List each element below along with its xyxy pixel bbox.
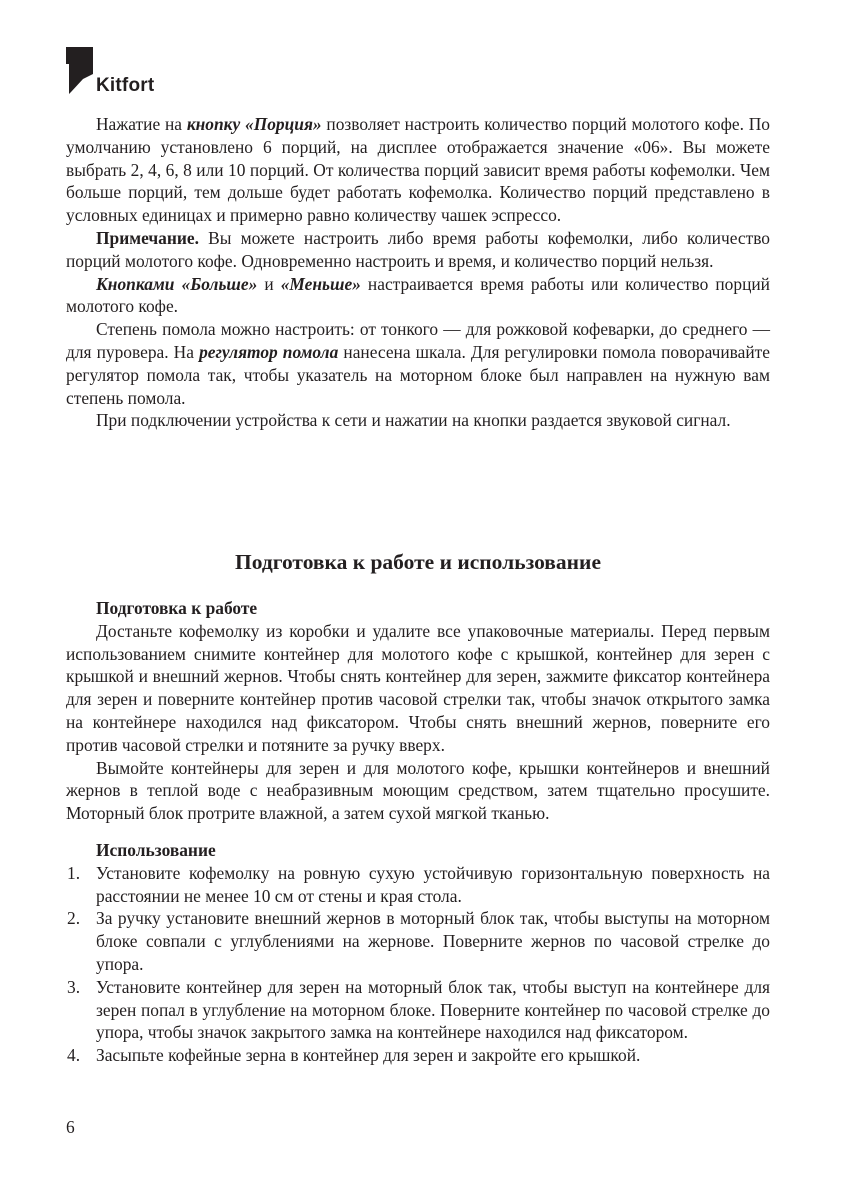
use-steps-list	[66, 862, 770, 1067]
paragraph-sound-signal: При подключении устройства к сети и нажатии на кнопки раздается звуковой сигнал.	[96, 410, 731, 431]
list-item	[66, 907, 770, 975]
paragraph-portion-button: Нажатие на кнопку «Порция» позволяет настроить количество порций молотого кофе. По умолчанию установлено 6 порций, на дисплее отображается значение «06». Вы можете выбрать 2, 4, 6, 8 или 10 порций. От количества порций зависит время работы кофемолки. Чем больше порций, тем дольше будет работать кофемолка. Количество порций представлено в условных единицах и примерно равно количеству чашек эспрессо.	[66, 114, 770, 226]
section-body	[66, 597, 770, 1067]
note-label: Примечание.	[96, 227, 199, 248]
more-button-term: Кнопками «Больше»	[96, 273, 258, 294]
prep-heading: Подготовка к работе	[96, 598, 258, 618]
prep-paragraph-1: Достаньте кофемолку из коробки и удалите все упаковочные материалы. Перед первым использованием снимите контейнер для молотого кофе с крышкой, контейнер для зерен с крышкой и внешний жернов. Чтобы снять контейнер для зерен, зажмите фиксатор контейнера для зерен и поверните контейнер против часовой стрелки так, чтобы значок открытого замка на контейнере находился над фиксатором. Чтобы снять внешний жернов, поверните его против часовой стрелки и потяните за ручку вверх.	[66, 620, 770, 755]
section-title: Подготовка к работе и использование	[235, 550, 601, 574]
kitfort-logo-icon	[66, 47, 93, 95]
prep-paragraph-2: Вымойте контейнеры для зерен и для молотого кофе, крышки контейнеров и внешний жернов в теплой воде с неабразивным моющим средством, затем тщательно просушите. Моторный блок протрите влажной, а затем сухой мягкой тканью.	[66, 757, 770, 824]
list-item-number: 2.	[67, 908, 81, 929]
paragraph-note: Примечание. Вы можете настроить либо время работы кофемолки, либо количество порций молотого кофе. Одновременно настроить и время, и количество порций нельзя.	[66, 227, 770, 271]
use-heading: Использование	[96, 839, 216, 860]
list-item-text: За ручку установите внешний жернов в моторный блок так, чтобы выступы на моторном блоке совпали с углублениями на жернове. Поверните жернов по часовой стрелке до упора.	[96, 908, 770, 974]
list-item-text: Установите кофемолку на ровную сухую устойчивую горизонтальную поверхность на расстоянии не менее 10 см от стены и края стола.	[96, 862, 770, 906]
list-item-text: Установите контейнер для зерен на моторный блок так, чтобы выступ на контейнере для зерен попал в углубление на моторном блоке. Поверните контейнер по часовой стрелке до упора, чтобы значок закрытого замка на контейнере находился над фиксатором.	[96, 976, 770, 1043]
less-button-term: «Меньше»	[280, 273, 361, 294]
list-item-text: Засыпьте кофейные зерна в контейнер для зерен и закройте его крышкой.	[96, 1045, 641, 1066]
list-item-number: 1.	[67, 862, 81, 883]
list-item	[66, 862, 770, 908]
brand-name: Kitfort	[96, 75, 155, 96]
paragraph-grind-degree: Степень помола можно настроить: от тонкого — для рожковой кофеварки, до среднего — для пуровера. На регулятор помола нанесена шкала. Для регулировки помола поворачивайте регулятор помола так, чтобы указатель на моторном блоке был направлен на нужную вам степень помола.	[66, 319, 770, 408]
intro-text	[66, 113, 770, 432]
grind-regulator-term: регулятор помола	[199, 341, 339, 362]
list-item-number: 3.	[67, 976, 81, 997]
list-item-number: 4.	[67, 1045, 81, 1066]
paragraph-more-less-buttons: Кнопками «Больше» и «Меньше» настраивается время работы или количество порций молотого кофе.	[66, 273, 770, 317]
page-number: 6	[66, 1117, 75, 1137]
list-item	[66, 1044, 770, 1067]
portion-button-term: кнопку «Порция»	[186, 114, 322, 134]
list-item	[66, 976, 770, 1044]
